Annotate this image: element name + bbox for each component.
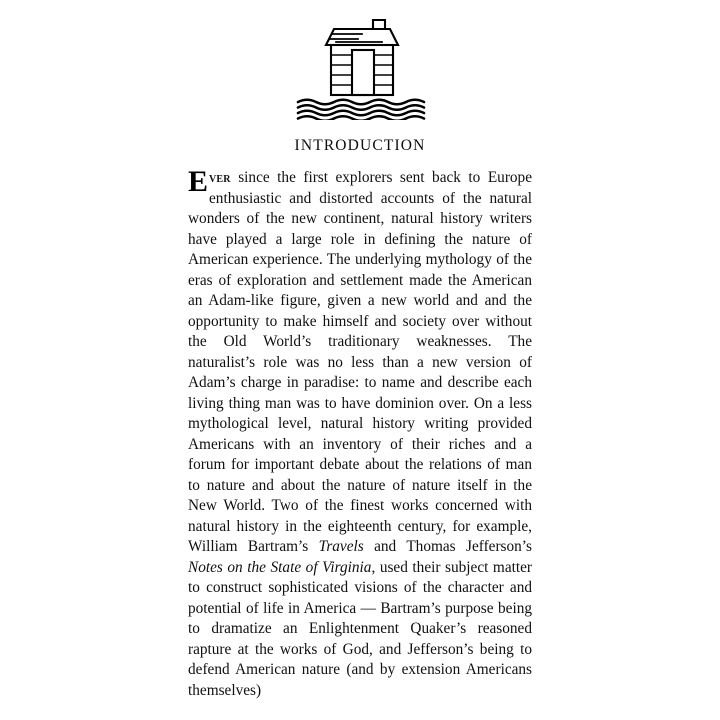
book-title-italic: Notes on the State of Virginia <box>188 558 372 576</box>
water-wave-4 <box>298 116 424 120</box>
water-wave-1 <box>298 100 424 105</box>
small-caps-lead: ver <box>209 170 231 186</box>
cabin-over-water-illustration <box>290 0 430 120</box>
paragraph-run: since the first explorers sent back to Europe enthusiastic and distorted accounts of the natural wonders of the new continent, natural history writers have played a large role in defining the nature of American experience. The underlying mythology of the eras of exploration and settlement made the American an Adam-like figure, given a new world and and the opportunity to make himself and society over without the Old World’s traditionary weaknesses. The naturalist’s role was no less than a new version of Adam’s charge in paradise: to name and describe each living thing man was to have dominion over. On a less mythological level, natural history writing provided Americans with an inventory of their riches and a forum for important debate about the relations of man to nature and about the nature of nature itself in the New World. Two of the finest works concerned with natural history in the eighteenth century, for example, William Bartram’s <box>188 169 532 555</box>
drop-cap: E <box>188 165 209 198</box>
paragraph-run: , used their subject matter to construct sophisticated visions of the character and potential of life in America — Bartram’s purpose being to dramatize an Enlightenment Quaker’s reasoned rapture at the works of God, and Jefferson’s being to defend American nature (and by extension Americans themselves) <box>188 558 532 699</box>
paragraph-runs <box>188 165 533 699</box>
cabin-doorway <box>352 50 374 95</box>
water-group <box>298 100 424 120</box>
cabin-illustration-svg <box>290 8 430 120</box>
water-wave-2 <box>298 105 424 110</box>
paragraph-run: and Thomas Jefferson’s <box>363 538 533 555</box>
water-wave-3 <box>298 111 424 116</box>
book-title-italic: Travels <box>318 538 364 555</box>
page-title: INTRODUCTION <box>294 137 426 154</box>
intro-paragraph <box>188 165 533 701</box>
body-text-column <box>188 165 533 701</box>
cabin-group <box>326 20 398 95</box>
